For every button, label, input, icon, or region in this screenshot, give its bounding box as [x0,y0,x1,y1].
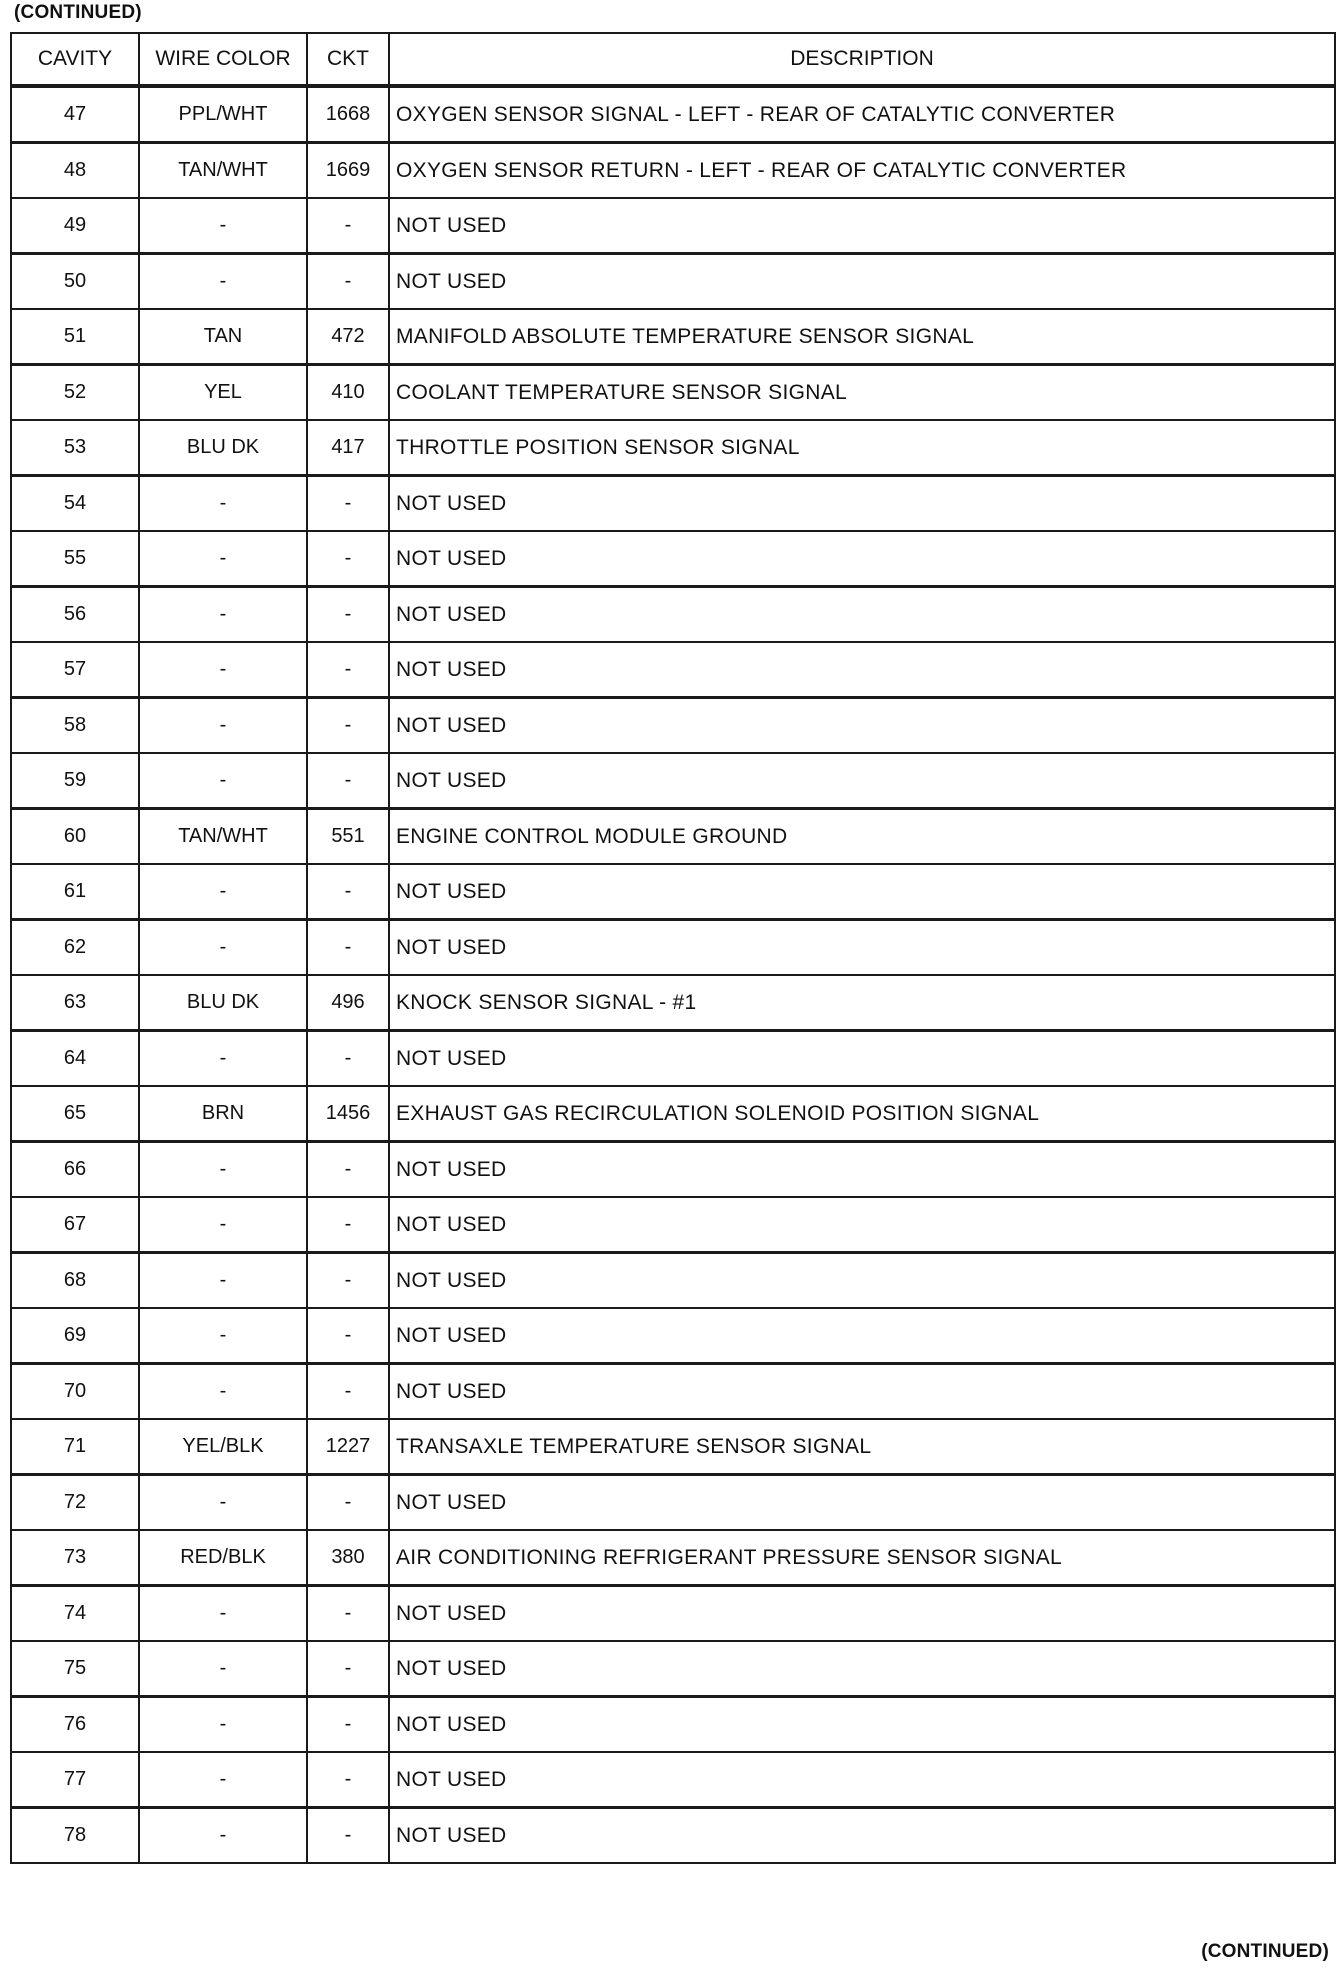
ckt-cell: 496 [307,975,389,1031]
cavity-cell: 56 [11,587,139,643]
wire-color-cell: - [139,1197,307,1253]
ckt-cell: - [307,1752,389,1808]
header-description: DESCRIPTION [389,33,1335,86]
wire-color-cell: - [139,198,307,254]
table-row [11,1586,1335,1642]
ckt-cell: 1668 [307,86,389,143]
ckt-cell: - [307,587,389,643]
cavity-cell: 49 [11,198,139,254]
ckt-cell: - [307,920,389,976]
ckt-cell: - [307,864,389,920]
cavity-cell: 71 [11,1419,139,1475]
table-row [11,1142,1335,1198]
wire-color-cell: - [139,1697,307,1753]
table-row [11,1086,1335,1142]
description-cell: NOT USED [389,587,1335,643]
description-cell: NOT USED [389,1253,1335,1309]
cavity-cell: 74 [11,1586,139,1642]
wire-color-cell: BLU DK [139,975,307,1031]
ckt-cell: 1669 [307,143,389,199]
description-cell: NOT USED [389,1031,1335,1087]
ckt-cell: - [307,698,389,754]
ckt-cell: - [307,1641,389,1697]
description-cell: NOT USED [389,642,1335,698]
table-row [11,864,1335,920]
table-row [11,254,1335,310]
wire-color-cell: YEL/BLK [139,1419,307,1475]
description-cell: THROTTLE POSITION SENSOR SIGNAL [389,420,1335,476]
wire-color-cell: TAN [139,309,307,365]
cavity-cell: 75 [11,1641,139,1697]
cavity-cell: 60 [11,809,139,865]
ckt-cell: 417 [307,420,389,476]
wire-color-cell: TAN/WHT [139,809,307,865]
description-cell: NOT USED [389,1475,1335,1531]
ckt-cell: - [307,476,389,532]
cavity-cell: 54 [11,476,139,532]
ckt-cell: - [307,1197,389,1253]
table-row [11,920,1335,976]
table-row [11,198,1335,254]
cavity-cell: 61 [11,864,139,920]
description-cell: NOT USED [389,1197,1335,1253]
wire-color-cell: - [139,864,307,920]
description-cell: NOT USED [389,1808,1335,1864]
description-cell: NOT USED [389,1364,1335,1420]
table-row [11,420,1335,476]
wire-color-cell: BLU DK [139,420,307,476]
description-cell: NOT USED [389,1697,1335,1753]
wire-color-cell: - [139,1641,307,1697]
cavity-cell: 50 [11,254,139,310]
table-row [11,975,1335,1031]
connector-cavity-table [10,32,1336,1864]
cavity-cell: 65 [11,1086,139,1142]
cavity-cell: 52 [11,365,139,421]
table-row [11,476,1335,532]
wire-color-cell: - [139,1364,307,1420]
wire-color-cell: - [139,1586,307,1642]
wire-color-cell: TAN/WHT [139,143,307,199]
table-row [11,309,1335,365]
ckt-cell: 1227 [307,1419,389,1475]
cavity-cell: 58 [11,698,139,754]
ckt-cell: - [307,1308,389,1364]
cavity-cell: 47 [11,86,139,143]
table-row [11,1197,1335,1253]
description-cell: AIR CONDITIONING REFRIGERANT PRESSURE SENSOR SIGNAL [389,1530,1335,1586]
table-row [11,698,1335,754]
cavity-cell: 55 [11,531,139,587]
table-row [11,1031,1335,1087]
table-row [11,1808,1335,1864]
continued-label-bottom: (CONTINUED) [1201,1941,1329,1962]
ckt-cell: - [307,254,389,310]
ckt-cell: 472 [307,309,389,365]
description-cell: NOT USED [389,1142,1335,1198]
wire-color-cell: - [139,1142,307,1198]
ckt-cell: - [307,1475,389,1531]
description-cell: NOT USED [389,1641,1335,1697]
table-row [11,143,1335,199]
table-row [11,753,1335,809]
wire-color-cell: - [139,920,307,976]
wire-color-cell: - [139,1752,307,1808]
header-wire-color: WIRE COLOR [139,33,307,86]
cavity-cell: 59 [11,753,139,809]
description-cell: NOT USED [389,1752,1335,1808]
continued-label-top: (CONTINUED) [14,2,142,23]
table-row [11,1419,1335,1475]
wire-color-cell: - [139,476,307,532]
cavity-cell: 77 [11,1752,139,1808]
description-cell: MANIFOLD ABSOLUTE TEMPERATURE SENSOR SIGNAL [389,309,1335,365]
cavity-cell: 64 [11,1031,139,1087]
table-row [11,365,1335,421]
cavity-cell: 78 [11,1808,139,1864]
wire-color-cell: - [139,1808,307,1864]
wire-color-cell: BRN [139,1086,307,1142]
cavity-cell: 72 [11,1475,139,1531]
wire-color-cell: RED/BLK [139,1530,307,1586]
description-cell: NOT USED [389,753,1335,809]
description-cell: NOT USED [389,864,1335,920]
ckt-cell: - [307,642,389,698]
wire-color-cell: - [139,1308,307,1364]
wire-color-cell: PPL/WHT [139,86,307,143]
description-cell: TRANSAXLE TEMPERATURE SENSOR SIGNAL [389,1419,1335,1475]
cavity-cell: 62 [11,920,139,976]
cavity-cell: 53 [11,420,139,476]
description-cell: NOT USED [389,1308,1335,1364]
description-cell: NOT USED [389,254,1335,310]
wire-color-cell: - [139,1253,307,1309]
ckt-cell: - [307,1253,389,1309]
wire-color-cell: - [139,753,307,809]
cavity-cell: 66 [11,1142,139,1198]
ckt-cell: 380 [307,1530,389,1586]
cavity-cell: 48 [11,143,139,199]
ckt-cell: 410 [307,365,389,421]
wire-color-cell: YEL [139,365,307,421]
header-cavity: CAVITY [11,33,139,86]
cavity-cell: 73 [11,1530,139,1586]
wire-color-cell: - [139,587,307,643]
wire-color-cell: - [139,254,307,310]
ckt-cell: 1456 [307,1086,389,1142]
description-cell: OXYGEN SENSOR RETURN - LEFT - REAR OF CATALYTIC CONVERTER [389,143,1335,199]
wire-color-cell: - [139,1475,307,1531]
table-row [11,809,1335,865]
ckt-cell: - [307,531,389,587]
cavity-cell: 76 [11,1697,139,1753]
table-row [11,1752,1335,1808]
cavity-cell: 70 [11,1364,139,1420]
cavity-cell: 51 [11,309,139,365]
ckt-cell: - [307,198,389,254]
ckt-cell: - [307,753,389,809]
table-row [11,587,1335,643]
table-row [11,1364,1335,1420]
description-cell: COOLANT TEMPERATURE SENSOR SIGNAL [389,365,1335,421]
description-cell: NOT USED [389,531,1335,587]
description-cell: NOT USED [389,476,1335,532]
ckt-cell: - [307,1808,389,1864]
cavity-cell: 69 [11,1308,139,1364]
table-row [11,1475,1335,1531]
description-cell: NOT USED [389,198,1335,254]
cavity-cell: 57 [11,642,139,698]
table-row [11,531,1335,587]
wire-color-cell: - [139,698,307,754]
table-row [11,642,1335,698]
ckt-cell: - [307,1364,389,1420]
ckt-cell: - [307,1586,389,1642]
table-header-row [11,33,1335,86]
wire-color-cell: - [139,531,307,587]
description-cell: KNOCK SENSOR SIGNAL - #1 [389,975,1335,1031]
cavity-cell: 68 [11,1253,139,1309]
table-row [11,1253,1335,1309]
ckt-cell: 551 [307,809,389,865]
ckt-cell: - [307,1031,389,1087]
table-row [11,1530,1335,1586]
description-cell: ENGINE CONTROL MODULE GROUND [389,809,1335,865]
ckt-cell: - [307,1142,389,1198]
table-body [11,86,1335,1863]
table-row [11,1641,1335,1697]
cavity-cell: 67 [11,1197,139,1253]
table-row [11,1308,1335,1364]
table-row [11,1697,1335,1753]
description-cell: NOT USED [389,1586,1335,1642]
wire-color-cell: - [139,1031,307,1087]
description-cell: EXHAUST GAS RECIRCULATION SOLENOID POSITION SIGNAL [389,1086,1335,1142]
wire-color-cell: - [139,642,307,698]
table-row [11,86,1335,143]
header-ckt: CKT [307,33,389,86]
cavity-cell: 63 [11,975,139,1031]
description-cell: OXYGEN SENSOR SIGNAL - LEFT - REAR OF CATALYTIC CONVERTER [389,86,1335,143]
description-cell: NOT USED [389,920,1335,976]
ckt-cell: - [307,1697,389,1753]
description-cell: NOT USED [389,698,1335,754]
